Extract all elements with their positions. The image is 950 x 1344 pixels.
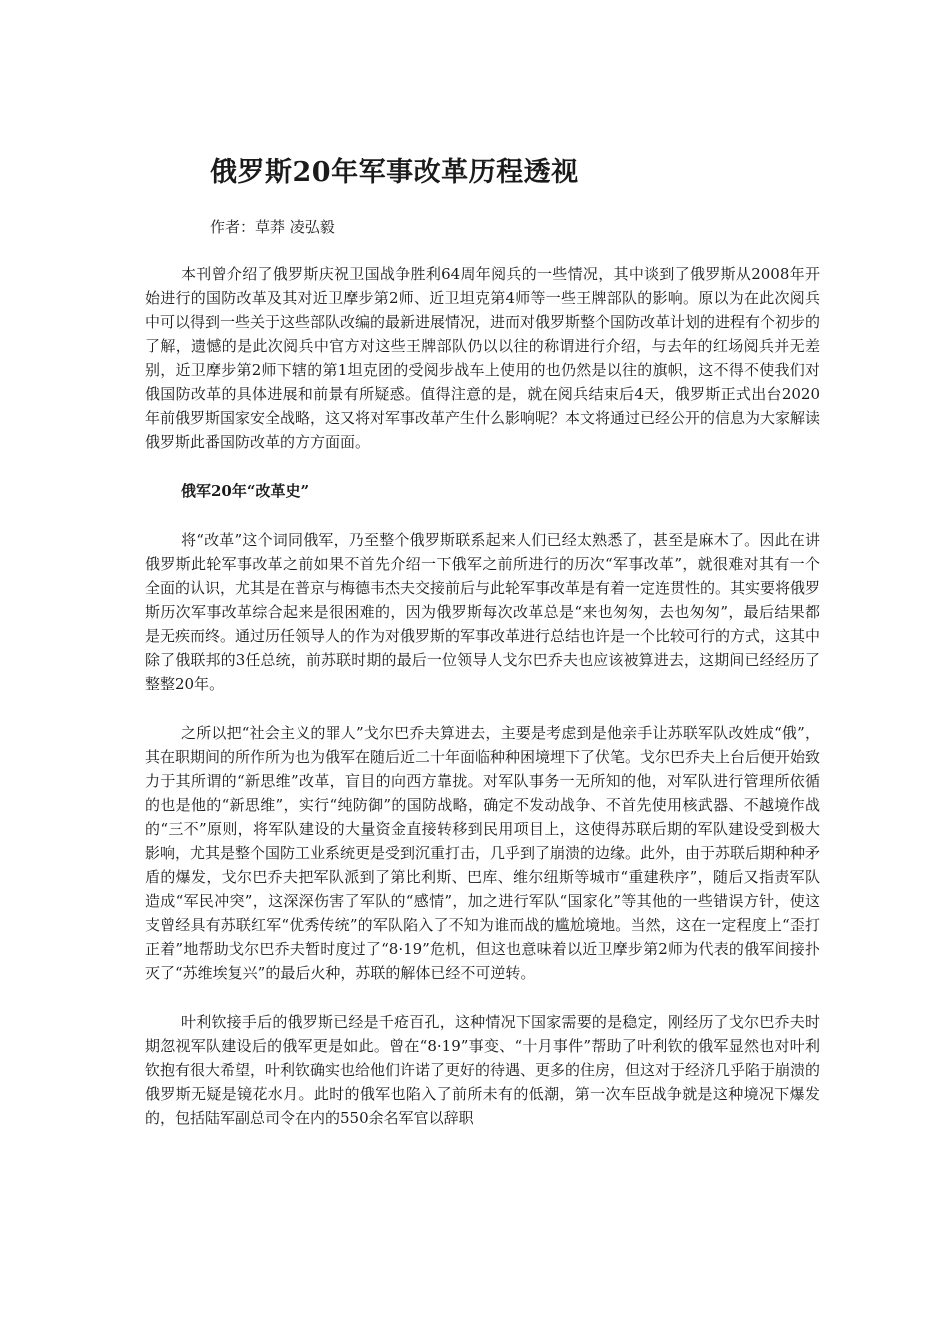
article-body	[145, 262, 820, 1155]
author-byline: 作者：草莽 凌弘毅	[210, 218, 335, 236]
paragraph-gorbachev: 之所以把“社会主义的罪人”戈尔巴乔夫算进去，主要是考虑到是他亲手让苏联军队改姓成“俄”，其在职期间的所作所为也为俄军在随后近二十年面临种种困境埋下了伏笔。戈尔巴乔夫上台后便开始致力于其所谓的“新思维”改革，盲目的向西方靠拢。对军队事务一无所知的他，对军队进行管理所依循的也是他的“新思维”，实行“纯防御”的国防战略，确定不发动战争、不首先使用核武器、不越境作战的“三不”原则，将军队建设的大量资金直接转移到民用项目上，这使得苏联后期的军队建设受到极大影响，尤其是整个国防工业系统更是受到沉重打击，几乎到了崩溃的边缘。此外，由于苏联后期种种矛盾的爆发，戈尔巴乔夫把军队派到了第比利斯、巴库、维尔纽斯等城市“重建秩序”，随后又指责军队造成“军民冲突”，这深深伤害了军队的“感情”，加之进行军队“国家化”等其他的一些错误方针，使这支曾经具有苏联红军“优秀传统”的军队陷入了不知为谁而战的尴尬境地。当然，这在一定程度上“歪打正着”地帮助戈尔巴乔夫暂时度过了“8·19”危机，但这也意味着以近卫摩步第2师为代表的俄军间接扑灭了“苏维埃复兴”的最后火种，苏联的解体已经不可逆转。	[145, 724, 821, 982]
section-heading: 俄军20年“改革史”	[181, 482, 310, 500]
paragraph-reform-overview: 将“改革”这个词同俄军，乃至整个俄罗斯联系起来人们已经太熟悉了，甚至是麻木了。因此在讲俄罗斯此轮军事改革之前如果不首先介绍一下俄军之前所进行的历次“军事改革”，就很难对其有一个全面的认识，尤其是在普京与梅德韦杰夫交接前后与此轮军事改革是有着一定连贯性的。其实要将俄罗斯历次军事改革综合起来是很困难的，因为俄罗斯每次改革总是“来也匆匆，去也匆匆”，最后结果都是无疾而终。通过历任领导人的作为对俄罗斯的军事改革进行总结也许是一个比较可行的方式，这其中除了俄联邦的3任总统，前苏联时期的最后一位领导人戈尔巴乔夫也应该被算进去，这期间已经经历了整整20年。	[145, 531, 821, 693]
paragraph-yeltsin: 叶利钦接手后的俄罗斯已经是千疮百孔，这种情况下国家需要的是稳定，刚经历了戈尔巴乔夫时期忽视军队建设后的俄军更是如此。曾在“8·19”事变、“十月事件”帮助了叶利钦的俄军显然也对叶利钦抱有很大希望，叶利钦确实也给他们许诺了更好的待遇、更多的住房，但这对于经济几乎陷于崩溃的俄罗斯无疑是镜花水月。此时的俄军也陷入了前所未有的低潮，第一次车臣战争就是这种境况下爆发的，包括陆军副总司令在内的550余名军官以辞职	[145, 1013, 821, 1127]
document-title: 俄罗斯20年军事改革历程透视	[210, 157, 579, 188]
paragraph-intro: 本刊曾介绍了俄罗斯庆祝卫国战争胜利64周年阅兵的一些情况，其中谈到了俄罗斯从2008年开始进行的国防改革及其对近卫摩步第2师、近卫坦克第4师等一些王牌部队的影响。原以为在此次阅兵中可以得到一些关于这些部队改编的最新进展情况，进而对俄罗斯整个国防改革计划的进程有个初步的了解，遗憾的是此次阅兵中官方对这些王牌部队仍以以往的称谓进行介绍，与去年的红场阅兵并无差别，近卫摩步第2师下辖的第1坦克团的受阅步战车上使用的也仍然是以往的旗帜，这不得不使我们对俄国防改革的具体进展和前景有所疑惑。值得注意的是，就在阅兵结束后4天，俄罗斯正式出台2020年前俄罗斯国家安全战略，这又将对军事改革产生什么影响呢？本文将通过已经公开的信息为大家解读俄罗斯此番国防改革的方方面面。	[145, 265, 821, 451]
